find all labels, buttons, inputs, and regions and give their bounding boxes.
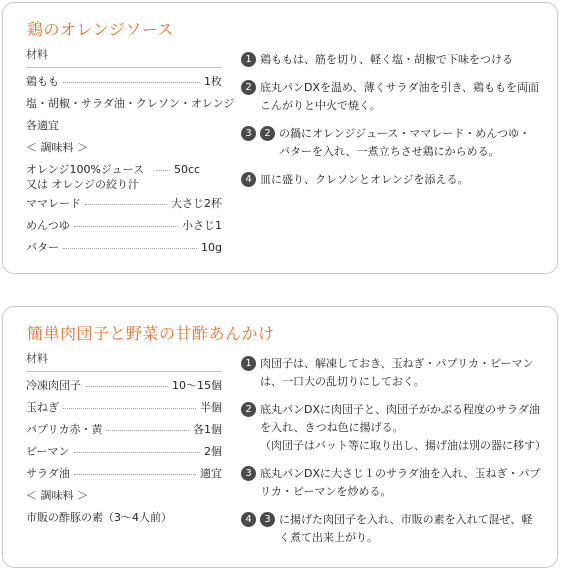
ingredient-row (26, 162, 222, 196)
leader-dots (63, 74, 200, 83)
ingredient-name: 冷凍肉団子 (26, 379, 81, 392)
materials-heading: 材料 (26, 351, 222, 372)
ingredient-name: サラダ油 (26, 467, 70, 480)
step-text: 底丸パンDXに肉団子と、肉団子がかぶる程度のサラダ油を入れ、きつね色に揚げる。 (260, 403, 540, 434)
ingredient-row (26, 240, 222, 262)
step-number-badge: 3 (241, 126, 256, 141)
recipe-card-meatball (2, 306, 558, 568)
ingredient-line: 塩・胡椒・サラダ油・クレソン・オレンジ (26, 97, 235, 110)
ingredient-amount: 10g (201, 241, 222, 254)
step-text-block (260, 401, 546, 455)
leader-dots (74, 466, 196, 475)
ingredient-amount: 適宜 (200, 467, 222, 480)
ingredient-line: 各適宜 (26, 119, 59, 132)
step-number-badge: 1 (241, 356, 256, 371)
ingredient-name: オレンジ100%ジュース又は オレンジの絞り汁 (26, 163, 145, 191)
step-text: に揚げた肉団子を入れ、市販の素を入れて混ぜ、軽く煮て出来上がり。 (279, 513, 533, 544)
step-item (241, 511, 541, 547)
step-text: 底丸パンDXに大さじ１のサラダ油を入れ、玉ねぎ・パプリカ・ピーマンを炒める。 (260, 467, 541, 498)
ingredient-amount: 大さじ2杯 (171, 197, 222, 210)
step-number-badge: 1 (241, 52, 256, 67)
ingredient-row (26, 378, 222, 400)
step-note: （肉団子はバット等に取り出し、揚げ油は別の器に移す） (260, 439, 546, 452)
step-item (241, 79, 541, 115)
ingredients-list (26, 351, 222, 532)
leader-dots (85, 196, 167, 205)
ingredient-amount: 半個 (200, 401, 222, 414)
seasoning-heading: ＜ 調味料 ＞ (26, 489, 88, 502)
leader-dots (63, 400, 196, 409)
step-text: 皿に盛り、クレソンとオレンジを添える。 (260, 173, 469, 186)
ingredient-row (26, 74, 222, 96)
ingredients-list (26, 47, 235, 262)
recipe-card-orange-sauce (2, 2, 558, 274)
ingredient-amount: 小さじ1 (182, 219, 222, 232)
ingredient-amount: 各1個 (193, 423, 222, 436)
leader-dots (85, 378, 168, 387)
step-reference-badge: 3 (260, 512, 275, 527)
ingredient-row (26, 444, 222, 466)
ingredient-amount: 10～15個 (172, 379, 222, 392)
step-item (241, 51, 541, 69)
seasoning-heading: ＜ 調味料 ＞ (26, 141, 88, 154)
leader-dots (106, 422, 189, 431)
ingredient-row (26, 466, 222, 488)
step-item (241, 465, 541, 501)
ingredient-amount: 1枚 (204, 75, 222, 88)
step-item (241, 401, 546, 455)
leader-dots (63, 240, 197, 249)
steps-list (241, 51, 541, 199)
step-number-badge: 4 (241, 172, 256, 187)
ingredient-row (26, 422, 222, 444)
leader-dots (74, 444, 200, 453)
ingredient-row (26, 196, 222, 218)
ingredient-row (26, 400, 222, 422)
step-text: 肉団子は、解凍しておき、玉ねぎ・パプリカ・ピーマンは、一口大の乱切りにしておく。 (260, 357, 534, 388)
materials-heading: 材料 (26, 47, 222, 68)
steps-list (241, 355, 546, 557)
ingredient-name: 玉ねぎ (26, 401, 59, 414)
step-number-badge: 2 (241, 402, 256, 417)
ingredient-name: パプリカ赤・黄 (26, 423, 103, 436)
step-number-badge: 2 (241, 80, 256, 95)
ingredient-name: めんつゆ (26, 219, 70, 232)
ingredient-amount: 2個 (204, 445, 222, 458)
step-reference-badge: 2 (260, 126, 275, 141)
step-item (241, 171, 541, 189)
leader-dots (74, 218, 178, 227)
leader-dots (156, 162, 170, 171)
ingredient-name: バター (26, 241, 59, 254)
ingredient-amount: 50cc (174, 163, 201, 176)
recipe-title: 簡単肉団子と野菜の甘酢あんかけ (27, 324, 275, 343)
ingredient-row (26, 218, 222, 240)
step-text: 底丸パンDXを温め、薄くサラダ油を引き、鶏ももを両面こんがりと中火で焼く。 (260, 81, 540, 112)
step-text: の鍋にオレンジジュース・ママレード・めんつゆ・バターを入れ、一煮立ちさせ鶏にからめる。 (279, 127, 531, 158)
step-item (241, 355, 541, 391)
recipe-title: 鶏のオレンジソース (27, 20, 174, 39)
step-number-badge: 4 (241, 512, 256, 527)
ingredient-line: 市販の酢豚の素（3～4人前） (26, 511, 172, 524)
step-text: 鶏ももは、筋を切り、軽く塩・胡椒で下味をつける (260, 53, 513, 66)
ingredient-name: ママレード (26, 197, 81, 210)
step-number-badge: 3 (241, 466, 256, 481)
step-item (241, 125, 541, 161)
ingredient-name: ピーマン (26, 445, 70, 458)
ingredient-name: 鶏もも (26, 75, 59, 88)
